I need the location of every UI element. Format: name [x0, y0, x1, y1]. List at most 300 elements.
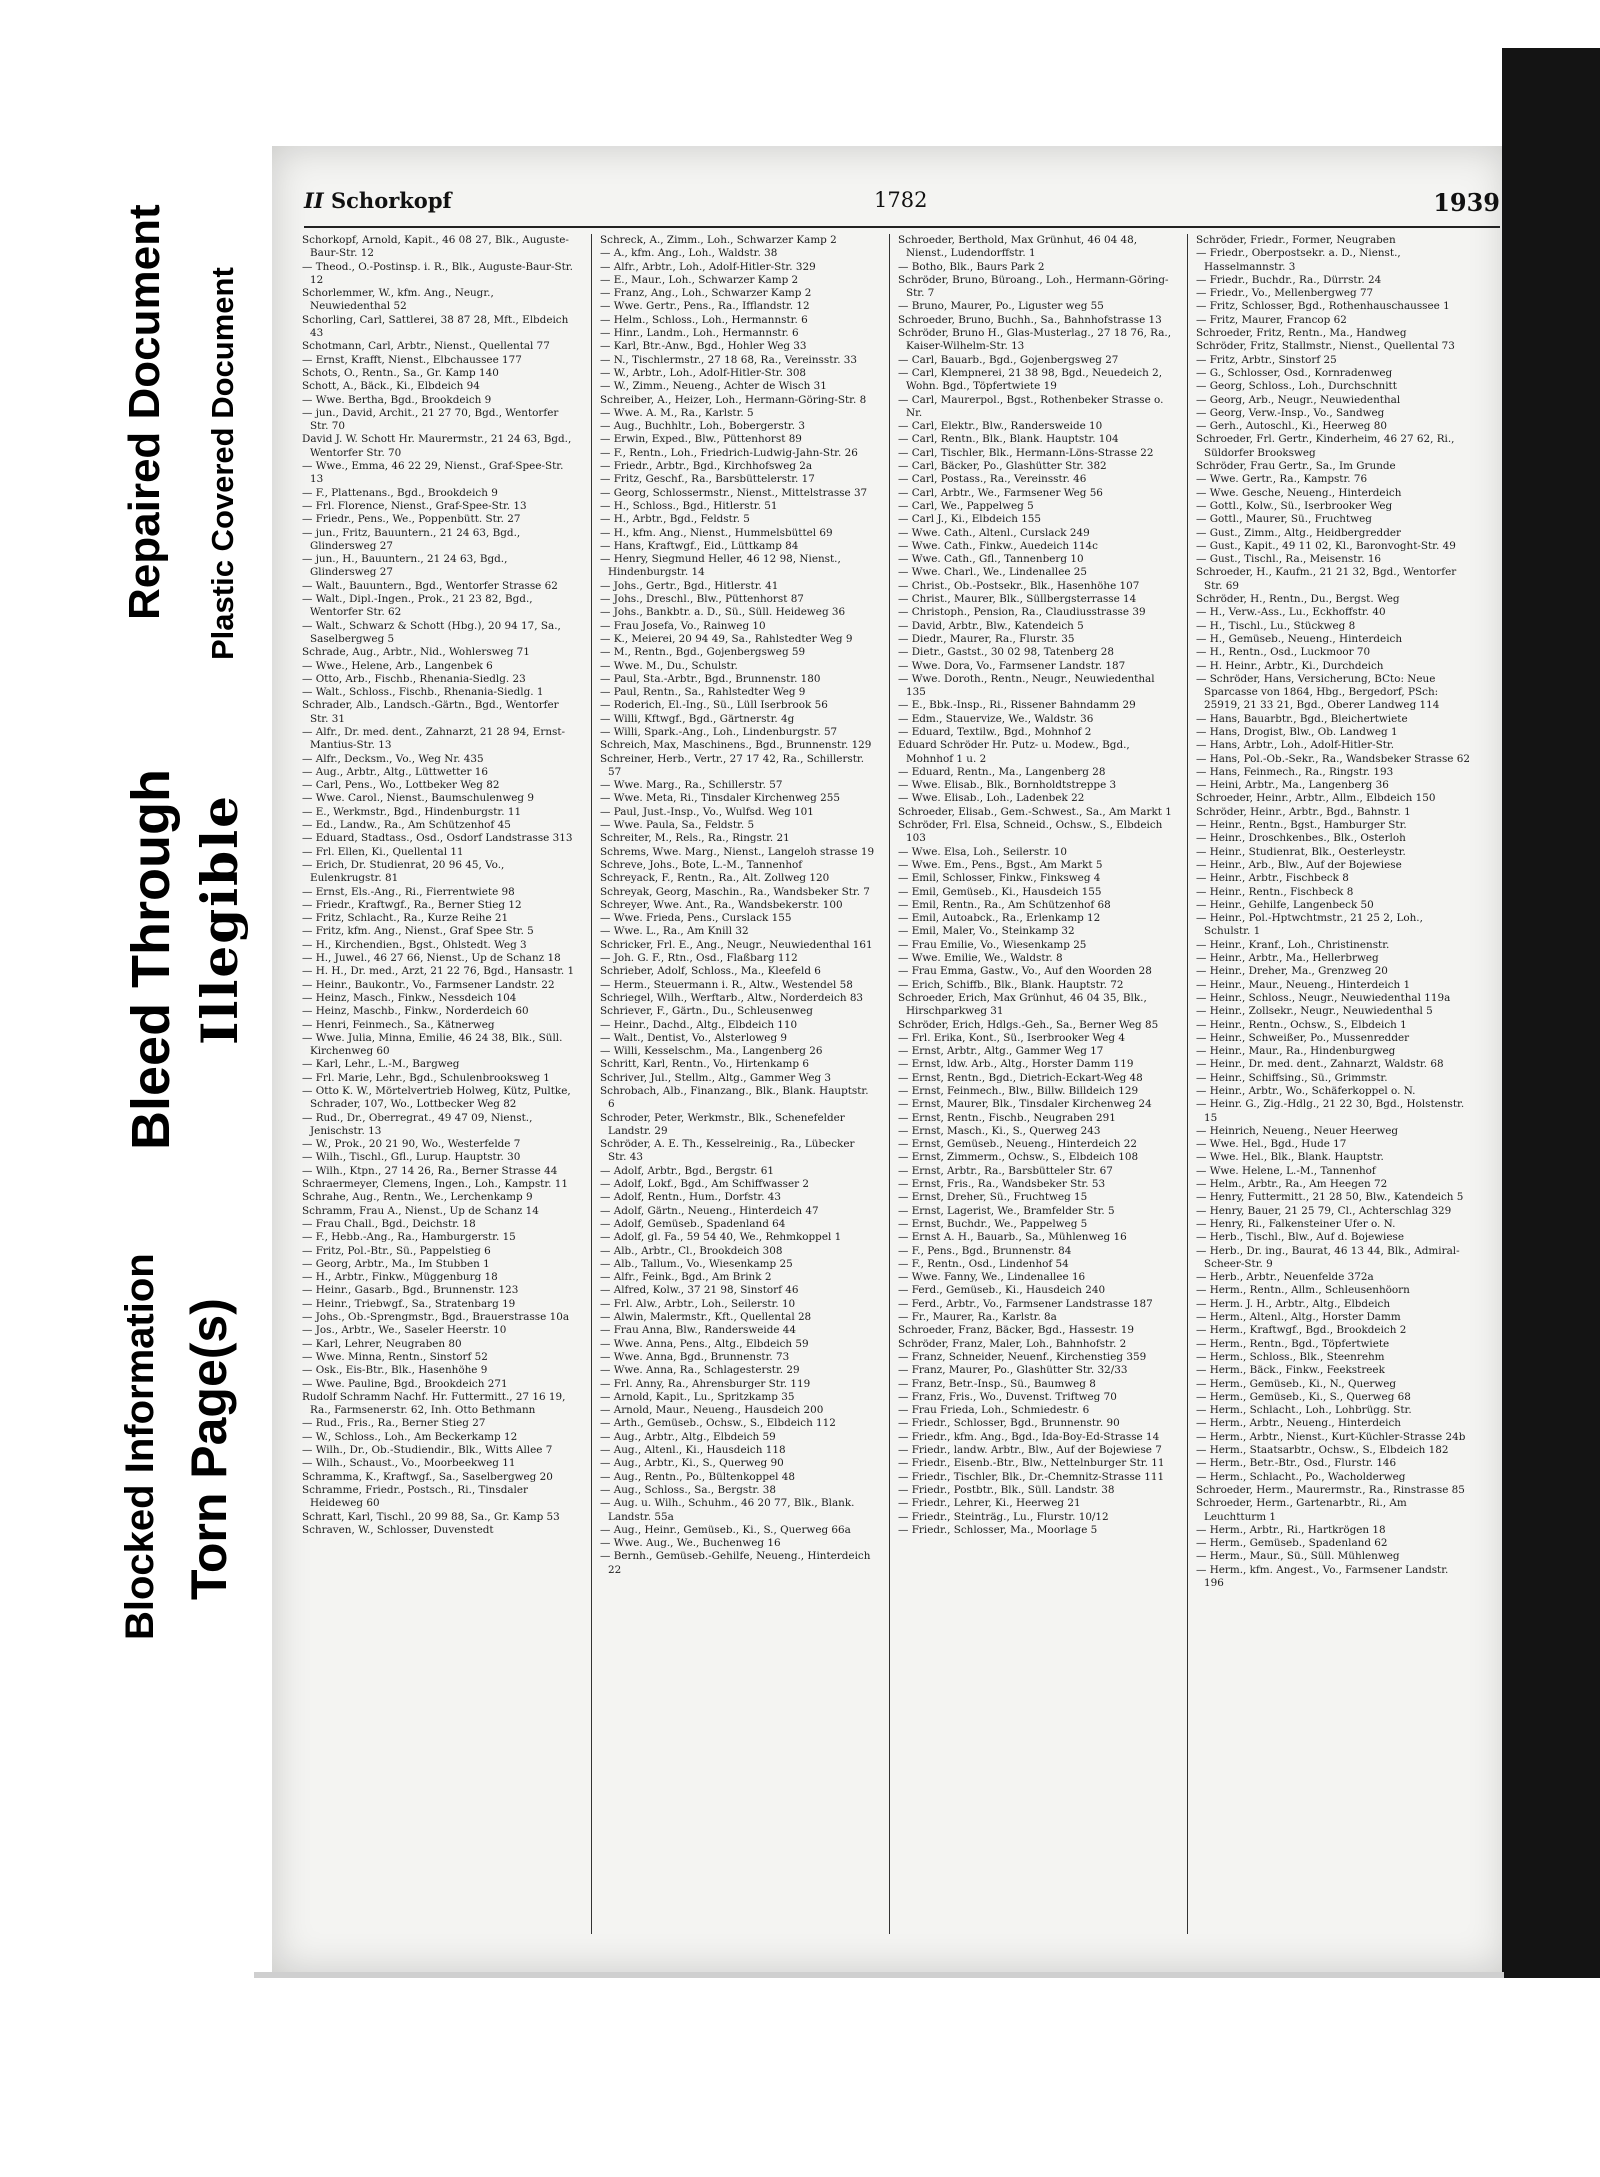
- directory-entry: — Emil, Gemüseb., Ki., Hausdeich 155: [898, 885, 1102, 898]
- directory-entry: — W., Schloss., Loh., Am Beckerkamp 12: [302, 1430, 518, 1443]
- directory-entry: — Wwe. L., Ra., Am Knill 32: [600, 925, 749, 938]
- directory-entry: — Wwe. Anna, Ra., Schlagesterstr. 29: [600, 1364, 800, 1377]
- directory-entry: — Carl, Elektr., Blw., Randersweide 10: [898, 420, 1103, 433]
- directory-entry: Schrieber, Adolf, Schloss., Ma., Kleefeld 6: [600, 965, 821, 978]
- directory-entry: — H., Arbtr., Bgd., Feldstr. 5: [600, 513, 750, 526]
- directory-entry: — Herb., Tischl., Blw., Auf d. Bojewiese: [1196, 1231, 1404, 1244]
- directory-entry: — Emil, Autoabck., Ra., Erlenkamp 12: [898, 912, 1101, 925]
- blocked-information-label: Blocked Information: [118, 1253, 162, 1640]
- directory-entry: — Heinr., Triebwgf., Sa., Stratenbarg 19: [302, 1297, 516, 1310]
- directory-entry: Schreck, A., Zimm., Loh., Schwarzer Kamp 2: [600, 234, 837, 246]
- directory-entry: — Emil, Maler, Vo., Steinkamp 32: [898, 925, 1075, 938]
- bottom-margin: [0, 1978, 1600, 2177]
- directory-entry: Schreich, Max, Maschinens., Bgd., Brunnenstr. 129: [600, 739, 872, 752]
- directory-entry: — Gust., Zimm., Altg., Heidbergredder: [1196, 526, 1401, 539]
- directory-entry: Schreyack, F., Rentn., Ra., Alt. Zollweg 120: [600, 872, 830, 885]
- directory-entry: — F., Hebb.-Ang., Ra., Hamburgerstr. 15: [302, 1231, 516, 1244]
- directory-entry: — Georg, Arb., Neugr., Neuwiedenthal: [1196, 393, 1401, 406]
- directory-entry: — H., Juwel., 46 27 66, Nienst., Up de Schanz 18: [302, 952, 561, 965]
- directory-entry: Schriver, Jul., Stellm., Altg., Gammer Weg 3: [600, 1071, 832, 1084]
- directory-entry: — Friedr., Vo., Mellenbergweg 77: [1196, 287, 1374, 300]
- directory-entry: — Georg, Arbtr., Ma., Im Stubben 1: [302, 1257, 490, 1270]
- directory-entry: Schröder, H., Rentn., Du., Bergst. Weg: [1196, 593, 1400, 606]
- page-header: [304, 188, 1500, 224]
- directory-entry: — Herm., Gemüseb., Ki., S., Querweg 68: [1196, 1390, 1411, 1403]
- directory-entry: — Herm., Altenl., Altg., Horster Damm: [1196, 1311, 1401, 1324]
- directory-entry: — Henri, Feinmech., Sa., Kätnerweg: [302, 1018, 495, 1031]
- directory-entry: — Fritz, Arbtr., Sinstorf 25: [1196, 353, 1337, 366]
- directory-entry: — Fritz, kfm. Ang., Nienst., Graf Spee Str. 5: [302, 925, 534, 938]
- directory-entry: Schraermeyer, Clemens, Ingen., Loh., Kampstr. 11: [302, 1178, 568, 1191]
- directory-entry: Schramm, Frau A., Nienst., Up de Schanz 14: [302, 1204, 539, 1217]
- directory-entry: — Frl. Alw., Arbtr., Loh., Seilerstr. 10: [600, 1297, 796, 1310]
- directory-entry: — Wwe. Marg., Ra., Schillerstr. 57: [600, 779, 783, 792]
- directory-entry: — Frau Emma, Gastw., Vo., Auf den Woorden 28: [898, 965, 1152, 978]
- torn-pages-label: Torn Page(s): [181, 1298, 237, 1600]
- directory-entry: — Eduard, Stadtass., Osd., Osdorf Landstrasse 313: [302, 832, 573, 845]
- directory-entry: — Wwe. Frieda, Pens., Curslack 155: [600, 912, 792, 925]
- directory-entry: Schrems, Wwe. Marg., Nienst., Langeloh strasse 19: [600, 845, 875, 858]
- directory-entry: — W., Prok., 20 21 90, Wo., Westerfelde 7: [302, 1138, 521, 1151]
- directory-entry: — Hans, Drogist, Blw., Ob. Landweg 1: [1196, 725, 1398, 738]
- directory-entry: — Willi, Spark.-Ang., Loh., Lindenburgstr. 57: [600, 725, 838, 738]
- directory-entry: — Heinr., Arb., Blw., Auf der Bojewiese: [1196, 858, 1402, 871]
- directory-entry: — Wwe. Dora, Vo., Farmsener Landstr. 187: [898, 659, 1126, 672]
- directory-entry: — Aug., Arbtr., Altg., Lüttwetter 16: [302, 765, 489, 778]
- directory-entry: — Wwe. Cath., Finkw., Auedeich 114c: [898, 539, 1098, 552]
- directory-entry: — Otto, Arb., Fischb., Rhenania-Siedlg. 23: [302, 672, 526, 685]
- directory-entry: — Aug., Heinr., Gemüseb., Ki., S., Querweg 66a: [600, 1523, 851, 1536]
- directory-entry: — Wwe. Gesche, Neueng., Hinterdeich: [1196, 486, 1402, 499]
- directory-entry: — Franz, Betr.-Insp., Sü., Baumweg 8: [898, 1377, 1096, 1390]
- directory-entry: — Friedr., Lehrer, Ki., Heerweg 21: [898, 1497, 1081, 1510]
- directory-entry: — Georg, Verw.-Insp., Vo., Sandweg: [1196, 406, 1385, 419]
- directory-entry: — Wwe. Emilie, We., Waldstr. 8: [898, 952, 1063, 965]
- directory-entry: — Wwe. Meta, Ri., Tinsdaler Kirchenweg 255: [600, 792, 840, 805]
- directory-entry: Schorling, Carl, Sattlerei, 38 87 28, Mft., Elbdeich 43: [302, 313, 569, 340]
- directory-entry: — Ernst, Rentn., Fischb., Neugraben 291: [898, 1111, 1116, 1124]
- directory-entry: — Frl. Florence, Nienst., Graf-Spee-Str. 13: [302, 499, 527, 512]
- directory-entry: — Wilh., Schaust., Vo., Moorbeekweg 11: [302, 1457, 516, 1470]
- directory-entry: Schroeder, Frl. Gertr., Kinderheim, 46 27 62, Ri., Süldorfer Brooksweg: [1196, 433, 1455, 459]
- directory-entry: — Herm., Schloss., Blk., Steenrehm: [1196, 1350, 1385, 1363]
- directory-entry: — Friedr., Schlosser, Ma., Moorlage 5: [898, 1523, 1098, 1536]
- directory-entry: — Frau Chall., Bgd., Deichstr. 18: [302, 1217, 476, 1230]
- directory-entry: — Aug., Altenl., Ki., Hausdeich 118: [600, 1444, 786, 1457]
- directory-entry: — Wilh., Tischl., Gfl., Lurup. Hauptstr. 30: [302, 1151, 521, 1164]
- directory-entry: — Frl. Marie, Lehr., Bgd., Schulenbrooksweg 1: [302, 1071, 550, 1084]
- directory-entry: — Alwin, Malermstr., Kft., Quellental 28: [600, 1311, 812, 1324]
- directory-entry: — Frau Anna, Blw., Randersweide 44: [600, 1324, 797, 1337]
- header-rule: [304, 226, 1500, 228]
- directory-entry: — H. Heinr., Arbtr., Ki., Durchdeich: [1196, 659, 1384, 672]
- directory-entry: Schreiner, Herb., Vertr., 27 17 42, Ra., Schillerstr. 57: [600, 752, 865, 778]
- directory-entry: — Paul, Rentn., Sa., Rahlstedter Weg 9: [600, 686, 806, 699]
- directory-entry: — Bruno, Maurer, Po., Liguster weg 55: [898, 300, 1104, 313]
- directory-entry: — Wwe. Gertr., Pens., Ra., Ifflandstr. 12: [600, 300, 810, 313]
- directory-entry: — Heinr., Zollsekr., Neugr., Neuwiedenthal 5: [1196, 1005, 1433, 1018]
- directory-entry: Schröder, Fritz, Stallmstr., Nienst., Quellental 73: [1196, 340, 1455, 353]
- directory-entry: Schorlemmer, W., kfm. Ang., Neugr., Neuwiedenthal 52: [302, 287, 494, 313]
- directory-entry: — Fritz, Pol.-Btr., Sü., Pappelstieg 6: [302, 1244, 491, 1257]
- directory-entry: — Arnold, Kapit., Lu., Spritzkamp 35: [600, 1390, 795, 1403]
- directory-entry: — Hinr., Landm., Loh., Hermannstr. 6: [600, 327, 799, 340]
- directory-entry: — Heinr., Gasarb., Bgd., Brunnenstr. 123: [302, 1284, 519, 1297]
- directory-entry: — Fritz, Schlacht., Ra., Kurze Reihe 21: [302, 912, 509, 925]
- directory-entry: — Wwe. Anna, Bgd., Brunnenstr. 73: [600, 1350, 790, 1363]
- directory-entry: — Wwe. Aug., We., Buchenweg 16: [600, 1537, 781, 1550]
- directory-entry: Schreve, Johs., Bote, L.-M., Tannenhof: [600, 858, 803, 871]
- directory-entry: — Heinr. G., Zig.-Hdlg., 21 22 30, Bgd., Holstenstr. 15: [1196, 1098, 1465, 1124]
- directory-entry: — Carl, Postass., Ra., Vereinsstr. 46: [898, 473, 1087, 486]
- directory-entry: — Herm., Schlacht., Loh., Lohbrügg. Str.: [1196, 1404, 1412, 1417]
- directory-entry: — Frau Emilie, Vo., Wiesenkamp 25: [898, 938, 1087, 951]
- directory-entry: — Carl, Klempnerei, 21 38 98, Bgd., Neuedeich 2, Wohn. Bgd., Töpfertwiete 19: [898, 366, 1163, 393]
- directory-entry: — Hans, Feinmech., Ra., Ringstr. 193: [1196, 765, 1394, 778]
- directory-entry: — H., Gemüseb., Neueng., Hinterdeich: [1196, 632, 1403, 645]
- directory-entry: — Christoph., Pension, Ra., Claudiusstrasse 39: [898, 606, 1146, 619]
- directory-entry: — Schröder, Hans, Versicherung, BCto: Neue Sparcasse von 1864, Hbg., Bergedorf, PSch: 25919, 21 33 21, Bgd., Oberer Landweg 114: [1196, 672, 1440, 712]
- directory-entry: Schriever, F., Gärtn., Du., Schleusenweg: [600, 1005, 813, 1018]
- directory-entry: — Herm., Gemüseb., Spadenland 62: [1196, 1537, 1388, 1550]
- directory-entry: Schröder, Bruno H., Glas-Musterlag., 27 18 76, Ra., Kaiser-Wilhelm-Str. 13: [898, 327, 1172, 353]
- directory-entry: — H., Schloss., Bgd., Hitlerstr. 51: [600, 499, 778, 512]
- directory-entry: — Carl, Pens., Wo., Lottbeker Weg 82: [302, 779, 500, 792]
- directory-entry: — Herm., Kraftwgf., Bgd., Brookdeich 2: [1196, 1324, 1407, 1337]
- directory-entry: — Heinr., Dreher, Ma., Grenzweg 20: [1196, 965, 1388, 978]
- directory-entry: — Ernst, Dreher, Sü., Fruchtweg 15: [898, 1191, 1088, 1204]
- directory-entry: — jun., David, Archit., 21 27 70, Bgd., Wentorfer Str. 70: [302, 406, 559, 433]
- directory-entry: Rudolf Schramm Nachf. Hr. Futtermitt., 27 16 19, Ra., Farmsenerstr. 62, Inh. Otto Bethmann: [302, 1390, 566, 1417]
- directory-entry: — Paul, Just.-Insp., Vo., Wulfsd. Weg 101: [600, 805, 814, 818]
- directory-entry: Schritt, Karl, Rentn., Vo., Hirtenkamp 6: [600, 1058, 809, 1071]
- directory-entry: Schroeder, Franz, Bäcker, Bgd., Hassestr. 19: [898, 1324, 1134, 1337]
- directory-entry: — Carl, Bauarb., Bgd., Gojenbergsweg 27: [898, 353, 1119, 366]
- directory-entry: Schröder, Erich, Hdlgs.-Geh., Sa., Berner Weg 85: [898, 1018, 1159, 1031]
- directory-entry: — Ferd., Gemüseb., Ki., Hausdeich 240: [898, 1284, 1106, 1297]
- directory-column-2: [600, 234, 875, 1577]
- directory-entry: — Johs., Gertr., Bgd., Hitlerstr. 41: [600, 579, 779, 592]
- directory-entry: — Franz, Maurer, Po., Glashütter Str. 32/33: [898, 1364, 1128, 1377]
- directory-entry: — Herm., Bäck., Finkw., Feekstreek: [1196, 1364, 1385, 1377]
- directory-entry: — Walt., Dentist, Vo., Alsterloweg 9: [600, 1031, 788, 1044]
- directory-entry: — Heinr., Schloss., Neugr., Neuwiedenthal 119a: [1196, 991, 1451, 1004]
- directory-entry: — Carl, Tischler, Blk., Hermann-Löns-Strasse 22: [898, 446, 1154, 459]
- directory-entry: David J. W. Schott Hr. Maurermstr., 21 24 63, Bgd., Wentorfer Str. 70: [302, 433, 572, 459]
- directory-entry: — Walt., Schwarz & Schott (Hbg.), 20 94 17, Sa., Saselbergweg 5: [302, 619, 561, 645]
- directory-entry: — Heinr., Maur., Neueng., Hinterdeich 1: [1196, 978, 1411, 991]
- directory-entry: — Herm., Steuermann i. R., Altw., Westendel 58: [600, 978, 853, 991]
- directory-entry: — H., Verw.-Ass., Lu., Eckhoffstr. 40: [1196, 606, 1386, 619]
- directory-entry: — Friedr., landw. Arbtr., Blw., Auf der Bojewiese 7: [898, 1444, 1162, 1457]
- directory-entry: Schroeder, Elisab., Gem.-Schwest., Sa., Am Markt 1: [898, 805, 1172, 818]
- directory-entry: — Ernst, Buchdr., We., Pappelweg 5: [898, 1217, 1088, 1230]
- directory-entry: — Helm., Schloss., Loh., Hermannstr. 6: [600, 313, 808, 326]
- directory-entry: — Ernst, Arbtr., Altg., Gammer Weg 17: [898, 1045, 1104, 1058]
- directory-entry: — Aug., Arbtr., Ki., S., Querweg 90: [600, 1457, 784, 1470]
- directory-entry: — Heinr., Schweißer, Po., Mussenredder: [1196, 1031, 1410, 1044]
- directory-entry: — Edm., Stauervize, We., Waldstr. 36: [898, 712, 1094, 725]
- directory-entry: — Friedr., Kraftwgf., Ra., Berner Stieg 12: [302, 898, 522, 911]
- directory-entry: — H., Rentn., Osd., Luckmoor 70: [1196, 646, 1371, 659]
- directory-entry: — Wwe. Hel., Bgd., Hude 17: [1196, 1138, 1347, 1151]
- directory-entry: — Christ., Ob.-Postsekr., Blk., Hasenhöhe 107: [898, 579, 1140, 592]
- directory-entry: Schrader, Alb., Landsch.-Gärtn., Bgd., Wentorfer Str. 31: [302, 699, 559, 725]
- directory-entry: Schreyak, Georg, Maschin., Ra., Wandsbeker Str. 7: [600, 885, 870, 898]
- directory-entry: — Gottl., Kolw., Sü., Iserbrooker Weg: [1196, 499, 1393, 512]
- directory-entry: — Wwe. Minna, Rentn., Sinstorf 52: [302, 1350, 488, 1363]
- directory-entry: Schroeder, Heinr., Arbtr., Allm., Elbdeich 150: [1196, 792, 1436, 805]
- directory-entry: — Wwe. Carol., Nienst., Baumschulenweg 9: [302, 792, 534, 805]
- directory-entry: — Herm., Arbtr., Nienst., Kurt-Küchler-Strasse 24b: [1196, 1430, 1466, 1443]
- directory-entry: — Aug., Arbtr., Altg., Elbdeich 59: [600, 1430, 776, 1443]
- directory-entry: — Alb., Tallum., Vo., Wiesenkamp 25: [600, 1257, 793, 1270]
- directory-entry: — Fr., Maurer, Ra., Karlstr. 8a: [898, 1311, 1057, 1324]
- directory-entry: — Adolf, gl. Fa., 59 54 40, We., Rehmkoppel 1: [600, 1231, 842, 1244]
- directory-entry: — Heinr., Droschkenbes., Blk., Osterloh: [1196, 832, 1406, 845]
- directory-entry: — Henry, Siegmund Heller, 46 12 98, Nienst., Hindenburgstr. 14: [600, 553, 841, 579]
- directory-entry: Schott, A., Bäck., Ki., Elbdeich 94: [302, 380, 480, 393]
- directory-column-4: [1196, 234, 1471, 1590]
- directory-entry: — Herb., Arbtr., Neuenfelde 372a: [1196, 1271, 1374, 1284]
- directory-entry: — Ernst, Rentn., Bgd., Dietrich-Eckart-Weg 48: [898, 1071, 1143, 1084]
- directory-entry: — Georg, Schlossermstr., Nienst., Mittelstrasse 37: [600, 486, 868, 499]
- directory-entry: — Ernst, Masch., Ki., S., Querweg 243: [898, 1124, 1101, 1137]
- directory-entry: — Herm., Arbtr., Neueng., Hinterdeich: [1196, 1417, 1402, 1430]
- directory-entry: — Friedr., Steinträg., Lu., Flurstr. 10/12: [898, 1510, 1109, 1523]
- scan-edge: [1502, 48, 1600, 1978]
- directory-entry: — Alfr., Dr. med. dent., Zahnarzt, 21 28 94, Ernst-Mantius-Str. 13: [302, 725, 566, 752]
- plastic-covered-label: Plastic Covered Document: [205, 267, 240, 660]
- directory-entry: — F., Plattenans., Bgd., Brookdeich 9: [302, 486, 498, 499]
- directory-entry: — Ernst, Els.-Ang., Ri., Fierrentwiete 98: [302, 885, 515, 898]
- directory-entry: — Carl, Rentn., Blk., Blank. Hauptstr. 104: [898, 433, 1119, 446]
- directory-entry: — Georg, Schloss., Loh., Durchschnitt: [1196, 380, 1397, 393]
- directory-entry: — Carl, Bäcker, Po., Glashütter Str. 382: [898, 460, 1107, 473]
- directory-entry: — Herm., Arbtr., Ri., Hartkrögen 18: [1196, 1523, 1386, 1536]
- directory-entry: Schröder, Friedr., Former, Neugraben: [1196, 234, 1396, 246]
- directory-entry: — Carl, Arbtr., We., Farmsener Weg 56: [898, 486, 1103, 499]
- directory-entry: — Gust., Tischl., Ra., Meisenstr. 16: [1196, 553, 1382, 566]
- directory-entry: — Hans, Bauarbtr., Bgd., Bleichertwiete: [1196, 712, 1408, 725]
- directory-column-1: [302, 234, 577, 1537]
- column-divider: [591, 234, 592, 1934]
- top-margin: [0, 0, 1600, 48]
- directory-entry: — Carl J., Ki., Elbdeich 155: [898, 513, 1042, 526]
- directory-entry: — Heinr., Dr. med. dent., Zahnarzt, Waldstr. 68: [1196, 1058, 1444, 1071]
- directory-entry: — Heinr., Kranf., Loh., Christinenstr.: [1196, 938, 1390, 951]
- directory-entry: — Hans, Kraftwgf., Eid., Lüttkamp 84: [600, 539, 799, 552]
- directory-entry: — E., Maur., Loh., Schwarzer Kamp 2: [600, 273, 799, 286]
- directory-entry: — Wwe., Emma, 46 22 29, Nienst., Graf-Spee-Str. 13: [302, 460, 564, 486]
- directory-entry: — Jos., Arbtr., We., Saseler Heerstr. 10: [302, 1324, 507, 1337]
- directory-entry: — Herm. J. H., Arbtr., Altg., Elbdeich: [1196, 1297, 1391, 1310]
- directory-entry: — Wwe. Helene, L.-M., Tannenhof: [1196, 1164, 1376, 1177]
- directory-entry: — Herm., kfm. Angest., Vo., Farmsener Landstr. 196: [1196, 1563, 1449, 1589]
- directory-entry: — Ernst, Krafft, Nienst., Elbchaussee 177: [302, 353, 522, 366]
- directory-entry: — Frau Josefa, Vo., Rainweg 10: [600, 619, 766, 632]
- directory-entry: — Herm., Rentn., Bgd., Töpfertwiete: [1196, 1337, 1390, 1350]
- directory-entry: Schricker, Frl. E., Ang., Neugr., Neuwiedenthal 161: [600, 938, 873, 951]
- directory-entry: — Wwe. Cath., Gfl., Tannenberg 10: [898, 553, 1084, 566]
- directory-entry: — M., Rentn., Bgd., Gojenbergsweg 59: [600, 646, 806, 659]
- directory-entry: — W., Zimm., Neueng., Achter de Wisch 31: [600, 380, 827, 393]
- directory-entry: — Heinr., Schiffsing., Sü., Grimmstr.: [1196, 1071, 1388, 1084]
- directory-entry: Schroeder, Herm., Gartenarbtr., Ri., Am Leuchtturm 1: [1196, 1497, 1407, 1523]
- directory-entry: — Carl, Maurerpol., Bgst., Rothenbeker Strasse o. Nr.: [898, 393, 1164, 419]
- directory-entry: — Joh. G. F., Rtn., Osd., Flaßbarg 112: [600, 952, 798, 965]
- directory-entry: — Erwin, Exped., Blw., Püttenhorst 89: [600, 433, 802, 446]
- directory-entry: Schotmann, Carl, Arbtr., Nienst., Quellental 77: [302, 340, 550, 353]
- directory-entry: — Christ., Maurer, Blk., Süllbergsterrasse 14: [898, 593, 1137, 606]
- directory-entry: Schroeder, Fritz, Rentn., Ma., Handweg: [1196, 327, 1407, 340]
- directory-entry: — Gerh., Autoschl., Ki., Heerweg 80: [1196, 420, 1387, 433]
- directory-entry: Eduard Schröder Hr. Putz- u. Modew., Bgd., Mohnhof 1 u. 2: [898, 739, 1130, 765]
- directory-entry: — F., Pens., Bgd., Brunnenstr. 84: [898, 1244, 1072, 1257]
- directory-entry: — Friedr., Postbtr., Blk., Süll. Landstr. 38: [898, 1483, 1115, 1496]
- directory-entry: — Emil, Rentn., Ra., Am Schützenhof 68: [898, 898, 1111, 911]
- directory-entry: — Willi, Kesselschm., Ma., Langenberg 26: [600, 1045, 823, 1058]
- directory-entry: — Herm., Betr.-Btr., Osd., Flurstr. 146: [1196, 1457, 1397, 1470]
- directory-entry: Schorkopf, Arnold, Kapit., 46 08 27, Blk., Auguste-Baur-Str. 12: [302, 234, 569, 260]
- directory-entry: — Johs., Dreschl., Blw., Püttenhorst 87: [600, 593, 804, 606]
- directory-entry: — Ed., Landw., Ra., Am Schützenhof 45: [302, 819, 511, 832]
- directory-entry: — Johs., Bankbtr. a. D., Sü., Süll. Heideweg 36: [600, 606, 846, 619]
- directory-entry: — Eduard, Rentn., Ma., Langenberg 28: [898, 765, 1106, 778]
- directory-entry: Schröder, Frl. Elsa, Schneid., Ochsw., S., Elbdeich 103: [898, 819, 1163, 845]
- directory-entry: — Wwe. Fanny, We., Lindenallee 16: [898, 1271, 1086, 1284]
- directory-entry: — Heinr., Gehilfe, Langenbeck 50: [1196, 898, 1374, 911]
- directory-entry: — Alb., Arbtr., Cl., Brookdeich 308: [600, 1244, 783, 1257]
- directory-entry: Schroeder, Herm., Maurermstr., Ra., Rinstrasse 85: [1196, 1483, 1465, 1496]
- directory-entry: — Ernst, Maurer, Blk., Tinsdaler Kirchenweg 24: [898, 1098, 1152, 1111]
- directory-entry: — Wwe. Doroth., Rentn., Neugr., Neuwiedenthal 135: [898, 672, 1155, 699]
- directory-entry: — Henry, Bauer, 21 25 79, Cl., Achterschlag 329: [1196, 1204, 1452, 1217]
- directory-entry: — Willi, Kftwgf., Bgd., Gärtnerstr. 4g: [600, 712, 795, 725]
- directory-entry: — E., Bbk.-Insp., Ri., Rissener Bahndamm 29: [898, 699, 1136, 712]
- directory-entry: — Rud., Fris., Ra., Berner Stieg 27: [302, 1417, 486, 1430]
- directory-entry: — Wwe. Julia, Minna, Emilie, 46 24 38, Blk., Süll. Kirchenweg 60: [302, 1031, 563, 1058]
- directory-column-3: [898, 234, 1173, 1537]
- directory-entry: — Heinz, Maschb., Finkw., Norderdeich 60: [302, 1005, 529, 1018]
- directory-entry: — Eduard, Textilw., Bgd., Mohnhof 2: [898, 725, 1092, 738]
- directory-entry: — Ferd., Arbtr., Vo., Farmsener Landstrasse 187: [898, 1297, 1153, 1310]
- directory-entry: Schröder, Bruno, Büroang., Loh., Hermann-Göring-Str. 7: [898, 273, 1169, 300]
- directory-entry: Schröder, A. E. Th., Kesselreinig., Ra., Lübecker Str. 43: [600, 1138, 855, 1164]
- directory-entry: — E., Werkmstr., Bgd., Hindenburgstr. 11: [302, 805, 522, 818]
- directory-entry: — Helm., Arbtr., Ra., Am Heegen 72: [1196, 1178, 1388, 1191]
- directory-entry: — Heinrich, Neueng., Neuer Heerweg: [1196, 1124, 1399, 1137]
- directory-entry: — G., Schlosser, Osd., Kornradenweg: [1196, 366, 1393, 379]
- directory-entry: — Fritz, Maurer, Francop 62: [1196, 313, 1347, 326]
- directory-entry: — Arth., Gemüseb., Ochsw., S., Elbdeich 112: [600, 1417, 836, 1430]
- directory-entry: — Rud., Dr., Oberregrat., 49 47 09, Nienst., Jenischstr. 13: [302, 1111, 533, 1137]
- directory-entry: — H. H., Dr. med., Arzt, 21 22 76, Bgd., Hansastr. 1: [302, 965, 575, 978]
- directory-entry: — Friedr., Oberpostsekr. a. D., Nienst., Hasselmannstr. 3: [1196, 247, 1401, 273]
- directory-entry: — Franz, Ang., Loh., Schwarzer Kamp 2: [600, 287, 812, 300]
- directory-entry: — Heinr., Arbtr., Wo., Schäferkoppel o. N.: [1196, 1085, 1416, 1097]
- directory-entry: Schröder, Heinr., Arbtr., Bgd., Bahnstr. 1: [1196, 805, 1411, 818]
- directory-entry: — A., kfm. Ang., Loh., Waldstr. 38: [600, 247, 778, 260]
- directory-entry: — Adolf, Rentn., Hum., Dorfstr. 43: [600, 1191, 782, 1204]
- directory-entry: — Heinr., Maur., Ra., Hindenburgweg: [1196, 1045, 1396, 1058]
- directory-entry: — H., Tischl., Lu., Stückweg 8: [1196, 619, 1356, 632]
- directory-entry: — H., kfm. Ang., Nienst., Hummelsbüttel 69: [600, 526, 833, 539]
- directory-page: [272, 146, 1508, 1972]
- directory-entry: — Hans, Arbtr., Loh., Adolf-Hitler-Str.: [1196, 739, 1395, 752]
- directory-entry: — Wwe. Elisab., Blk., Bornholdtstreppe 3: [898, 779, 1117, 792]
- directory-entry: — Erich, Dr. Studienrat, 20 96 45, Vo., Eulenkrugstr. 81: [302, 858, 505, 885]
- directory-entry: Schröder, Frau Gertr., Sa., Im Grunde: [1196, 460, 1396, 473]
- directory-entry: — Gottl., Maurer, Sü., Fruchtweg: [1196, 513, 1372, 526]
- directory-entry: Schramma, K., Kraftwgf., Sa., Saselbergweg 20: [302, 1470, 553, 1483]
- directory-entry: — Heinz, Masch., Finkw., Nessdeich 104: [302, 991, 517, 1004]
- directory-entry: — Alfr., Decksm., Vo., Weg Nr. 435: [302, 752, 484, 765]
- directory-entry: — Ernst, Lagerist, We., Bramfelder Str. 5: [898, 1204, 1115, 1217]
- directory-entry: — Paul, Sta.-Arbtr., Bgd., Brunnenstr. 180: [600, 672, 821, 685]
- directory-entry: — Wwe. Elsa, Loh., Seilerstr. 10: [898, 845, 1068, 858]
- directory-entry: — Ernst, Gemüseb., Neueng., Hinterdeich 22: [898, 1138, 1137, 1151]
- directory-entry: — Franz, Schneider, Neuenf., Kirchenstieg 359: [898, 1350, 1147, 1363]
- directory-entry: — Gust., Kapit., 49 11 02, Kl., Baronvoght-Str. 49: [1196, 539, 1456, 552]
- illegible-label: Illegible: [190, 794, 249, 1045]
- directory-entry: — Wwe. Charl., We., Lindenallee 25: [898, 566, 1088, 579]
- directory-entry: — Roderich, El.-Ing., Sü., Lüll Iserbrook 56: [600, 699, 828, 712]
- directory-entry: Schraven, W., Schlosser, Duvenstedt: [302, 1523, 494, 1536]
- directory-entry: — Aug., Rentn., Po., Bültenkoppel 48: [600, 1470, 795, 1483]
- directory-entry: — Diedr., Maurer, Ra., Flurstr. 35: [898, 632, 1075, 645]
- directory-entry: — K., Meierei, 20 94 49, Sa., Rahlstedter Weg 9: [600, 632, 853, 645]
- directory-entry: — Walt., Bauuntern., Bgd., Wentorfer Strasse 62: [302, 579, 558, 592]
- directory-entry: — Henry, Futtermitt., 21 28 50, Blw., Katendeich 5: [1196, 1191, 1464, 1204]
- directory-entry: Schrade, Aug., Arbtr., Nid., Wohlersweg 71: [302, 646, 530, 659]
- directory-entry: — Adolf, Gemüseb., Spadenland 64: [600, 1217, 786, 1230]
- directory-entry: — Botho, Blk., Baurs Park 2: [898, 260, 1045, 273]
- directory-entry: — Heinr., Studienrat, Blk., Oesterleystr.: [1196, 845, 1406, 858]
- directory-entry: — Frau Frieda, Loh., Schmiedestr. 6: [898, 1404, 1090, 1417]
- directory-entry: — Walt., Dipl.-Ingen., Prok., 21 23 82, Bgd., Wentorfer Str. 62: [302, 593, 533, 619]
- directory-entry: — Friedr., kfm. Ang., Bgd., Ida-Boy-Ed-Strasse 14: [898, 1430, 1160, 1443]
- directory-entry: — Heinr., Baukontr., Vo., Farmsener Landstr. 22: [302, 978, 555, 991]
- directory-entry: Schreyer, Wwe. Ant., Ra., Wandsbekerstr. 100: [600, 898, 843, 911]
- directory-entry: — Hans, Pol.-Ob.-Sekr., Ra., Wandsbeker Strasse 62: [1196, 752, 1470, 765]
- directory-entry: Schramme, Friedr., Postsch., Ri., Tinsdaler Heideweg 60: [302, 1483, 528, 1510]
- directory-entry: — Adolf, Lokf., Bgd., Am Schiffwasser 2: [600, 1178, 809, 1191]
- running-head: [304, 188, 452, 213]
- directory-entry: — Friedr., Buchdr., Ra., Dürrstr. 24: [1196, 273, 1382, 286]
- section-number: II: [304, 188, 324, 213]
- directory-entry: Schrahe, Aug., Rentn., We., Lerchenkamp 9: [302, 1191, 533, 1204]
- directory-entry: — Wwe. M., Du., Schulstr.: [600, 659, 738, 672]
- bleed-through-label: Bleed Through: [121, 769, 181, 1150]
- directory-entry: — Friedr., Schlosser, Bgd., Brunnenstr. 90: [898, 1417, 1120, 1430]
- directory-entry: — Heinr., Rentn., Bgst., Hamburger Str.: [1196, 819, 1407, 832]
- directory-entry: — Henry, Ri., Falkensteiner Ufer o. N.: [1196, 1217, 1396, 1230]
- directory-entry: — Wwe., Helene, Arb., Langenbek 6: [302, 659, 493, 672]
- directory-entry: — Herb., Dr. ing., Baurat, 46 13 44, Blk., Admiral-Scheer-Str. 9: [1196, 1244, 1460, 1270]
- directory-entry: — Ernst, Feinmech., Blw., Billw. Billdeich 129: [898, 1085, 1139, 1097]
- directory-entry: — Fritz, Schlosser, Bgd., Rothenhauschaussee 1: [1196, 300, 1450, 313]
- directory-entry: — Herm., Staatsarbtr., Ochsw., S., Elbdeich 182: [1196, 1444, 1449, 1457]
- directory-entry: — Herm., Gemüseb., Ki., N., Querweg: [1196, 1377, 1397, 1390]
- directory-entry: — Erich, Schiffb., Blk., Blank. Hauptstr. 72: [898, 978, 1124, 991]
- directory-entry: — Alfred, Kolw., 37 21 98, Sinstorf 46: [600, 1284, 799, 1297]
- directory-entry: — Ernst, Arbtr., Ra., Barsbütteler Str. 67: [898, 1164, 1113, 1177]
- directory-entry: Schroeder, Erich, Max Grünhut, 46 04 35, Blk., Hirschparkweg 31: [898, 991, 1147, 1018]
- directory-entry: — Heinr., Pol.-Hptwchtmstr., 21 25 2, Loh., Schulstr. 1: [1196, 912, 1423, 938]
- directory-entry: — Ernst A. H., Bauarb., Sa., Mühlenweg 16: [898, 1231, 1127, 1244]
- directory-entry: — Alfr., Arbtr., Loh., Adolf-Hitler-Str. 329: [600, 260, 816, 273]
